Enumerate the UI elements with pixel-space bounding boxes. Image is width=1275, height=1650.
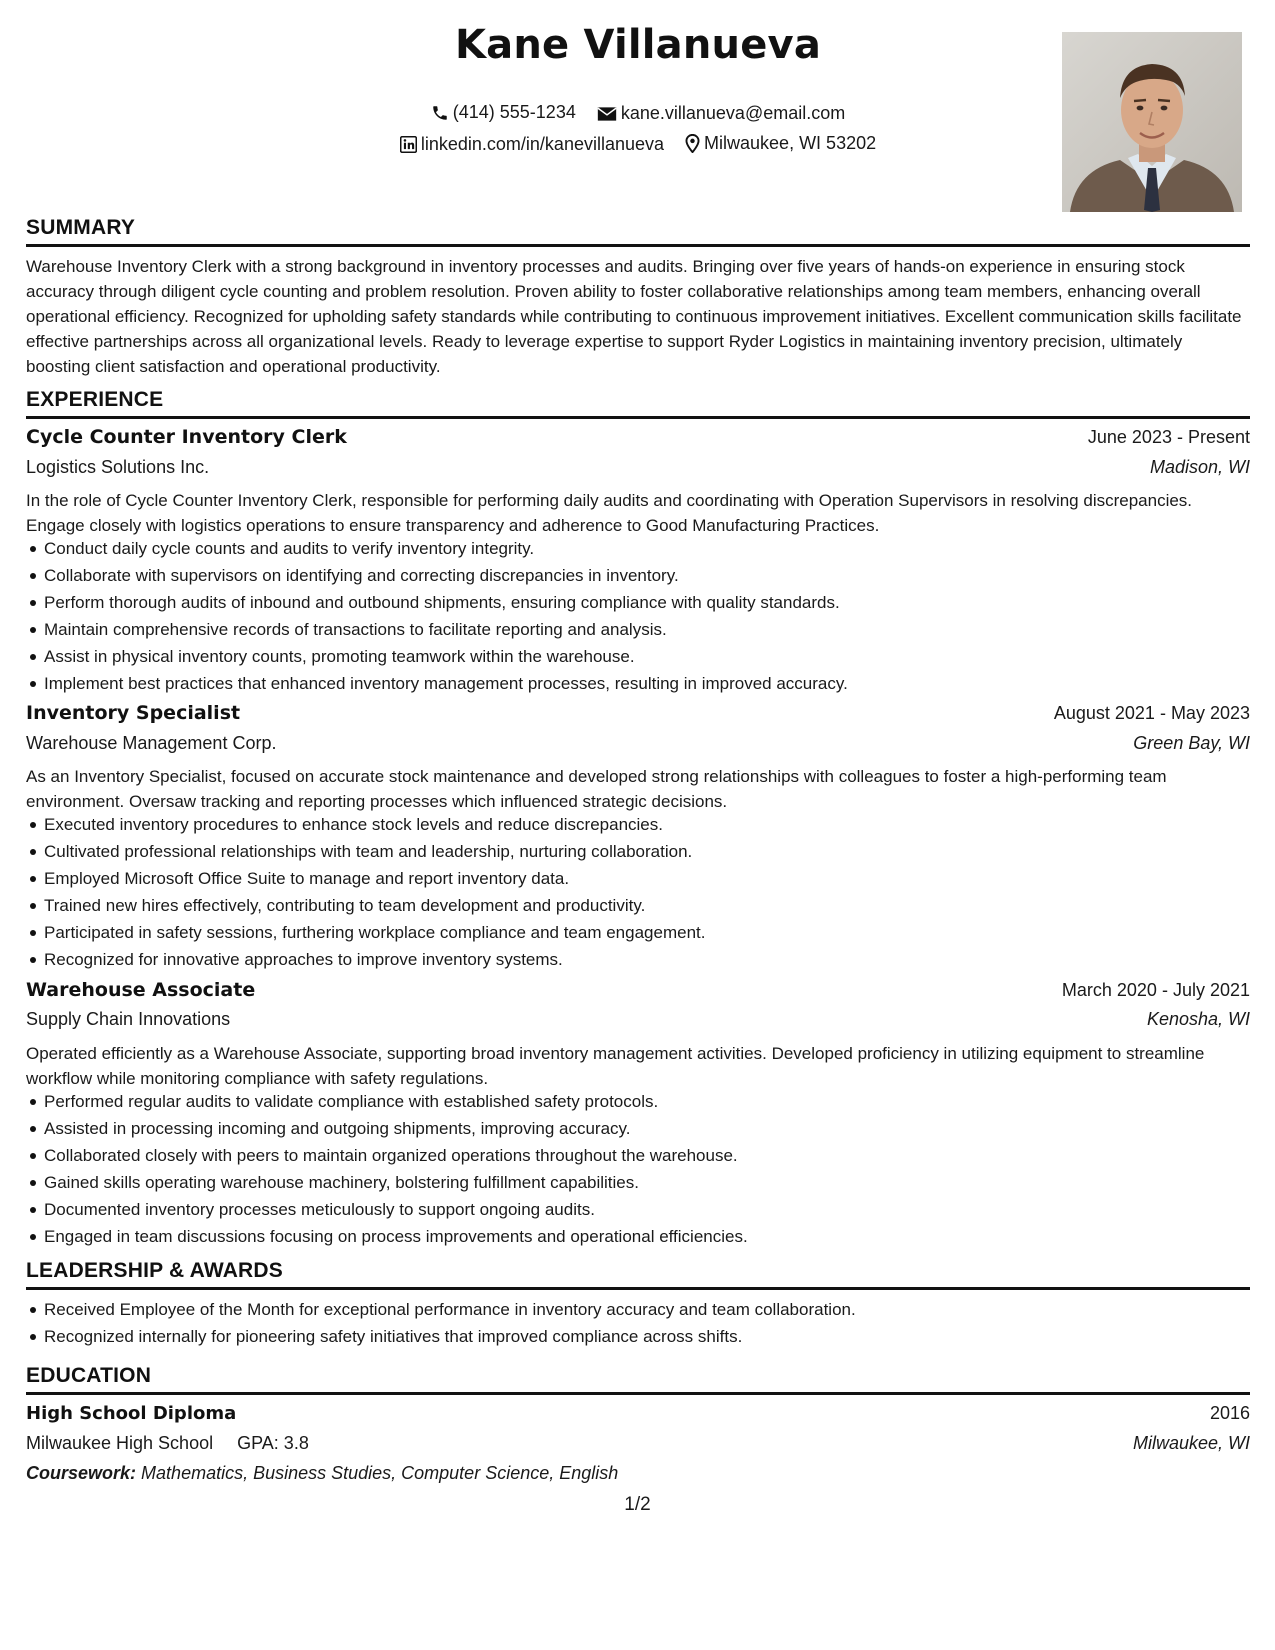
- list-item: Executed inventory procedures to enhance stock levels and reduce discrepancies.: [26, 811, 1250, 838]
- list-item: Performed regular audits to validate compliance with established safety protocols.: [26, 1088, 1250, 1115]
- job-bullets: [26, 811, 1250, 973]
- list-item: Maintain comprehensive records of transactions to facilitate reporting and analysis.: [26, 616, 1250, 643]
- phone-number: (414) 555-1234: [452, 102, 576, 122]
- summary-text: Warehouse Inventory Clerk with a strong background in inventory processes and audits. Bringing over five years of hands-on experience in ensuring stock accuracy through diligent cycle counting and problem resolution. Proven ability to foster collaborative relationships among team members, enhancing overall operational efficiency. Recognized for upholding safety standards while contributing to continuous improvement initiatives. Excellent communication skills facilitate effective partnerships across all organizational levels. Ready to leverage expertise to support Ryder Logistics in maintaining inventory precision, ultimately boosting client satisfaction and operational productivity.: [26, 257, 1242, 376]
- list-item: Received Employee of the Month for exceptional performance in inventory accuracy and team collaboration.: [26, 1296, 1250, 1323]
- job-location: Madison, WI: [1149, 457, 1250, 477]
- list-item: Cultivated professional relationships with team and leadership, nurturing collaboration.: [26, 838, 1250, 865]
- job-location: Green Bay, WI: [1133, 733, 1250, 753]
- experience-heading: EXPERIENCE: [26, 388, 1250, 419]
- resume-header: [26, 22, 1250, 222]
- job-title: Warehouse Associate: [26, 979, 256, 1001]
- awards-bullets: [26, 1296, 1250, 1350]
- coursework-label: Coursework:: [26, 1463, 137, 1483]
- phone-icon: [431, 104, 449, 122]
- list-item: Perform thorough audits of inbound and outbound shipments, ensuring compliance with quality standards.: [26, 589, 1250, 616]
- list-item: Recognized internally for pioneering safety initiatives that improved compliance across shifts.: [26, 1323, 1250, 1350]
- job-location: Kenosha, WI: [1146, 1009, 1250, 1029]
- linkedin-contact: [400, 134, 664, 155]
- list-item: Trained new hires effectively, contributing to team development and productivity.: [26, 892, 1250, 919]
- phone-contact: [431, 102, 576, 123]
- job-description: As an Inventory Specialist, focused on accurate stock maintenance and developed strong relationships with colleagues to foster a high-performing team environment. Oversaw tracking and reporting processes which influenced strategic decisions.: [26, 767, 1167, 811]
- list-item: Collaborated closely with peers to maintain organized operations throughout the warehouse.: [26, 1142, 1250, 1169]
- job-title: Inventory Specialist: [26, 702, 241, 724]
- job-title: Cycle Counter Inventory Clerk: [26, 426, 347, 448]
- list-item: Participated in safety sessions, furthering workplace compliance and team engagement.: [26, 919, 1250, 946]
- summary-heading: SUMMARY: [26, 216, 1250, 247]
- location-contact: [685, 133, 876, 154]
- job-dates: June 2023 - Present: [1087, 427, 1250, 447]
- list-item: Gained skills operating warehouse machinery, bolstering fulfillment capabilities.: [26, 1169, 1250, 1196]
- job-bullets: [26, 1088, 1250, 1250]
- list-item: Collaborate with supervisors on identifying and correcting discrepancies in inventory.: [26, 562, 1250, 589]
- job-dates: August 2021 - May 2023: [1053, 703, 1250, 723]
- awards-heading: LEADERSHIP & AWARDS: [26, 1259, 1250, 1290]
- graduation-year: 2016: [1209, 1403, 1250, 1423]
- list-item: Employed Microsoft Office Suite to manage and report inventory data.: [26, 865, 1250, 892]
- email-address: kane.villanueva@email.com: [620, 103, 846, 123]
- job-bullets: [26, 535, 1250, 697]
- list-item: Conduct daily cycle counts and audits to verify inventory integrity.: [26, 535, 1250, 562]
- degree-title: High School Diploma: [26, 1403, 237, 1424]
- job-dates: March 2020 - July 2021: [1061, 980, 1250, 1000]
- envelope-icon: [597, 106, 617, 122]
- list-item: Engaged in team discussions focusing on process improvements and operational efficiencies.: [26, 1223, 1250, 1250]
- candidate-name: Kane Villanueva: [454, 22, 822, 68]
- company-name: Logistics Solutions Inc.: [26, 457, 210, 477]
- linkedin-url: linkedin.com/in/kanevillanueva: [420, 134, 665, 154]
- company-name: Warehouse Management Corp.: [26, 733, 277, 753]
- school-line: [26, 1433, 309, 1454]
- coursework-line: [26, 1463, 618, 1484]
- education-heading: EDUCATION: [26, 1364, 1250, 1395]
- email-contact: [597, 103, 845, 124]
- job-description: Operated efficiently as a Warehouse Associate, supporting broad inventory management activities. Developed proficiency in utilizing equipment to streamline workflow while monitoring compliance with safety regulations.: [26, 1044, 1205, 1088]
- gpa: GPA: 3.8: [237, 1433, 309, 1453]
- job-description: In the role of Cycle Counter Inventory Clerk, responsible for performing daily audits and coordinating with Operation Supervisors in resolving discrepancies. Engage closely with logistics operations to ensure transparency and adherence to Good Manufacturing Practices.: [26, 491, 1193, 535]
- profile-photo: [1062, 32, 1242, 212]
- list-item: Assist in physical inventory counts, promoting teamwork within the warehouse.: [26, 643, 1250, 670]
- list-item: Documented inventory processes meticulously to support ongoing audits.: [26, 1196, 1250, 1223]
- page-number: 1/2: [624, 1494, 651, 1515]
- list-item: Implement best practices that enhanced inventory management processes, resulting in improved accuracy.: [26, 670, 1250, 697]
- coursework-list: Mathematics, Business Studies, Computer Science, English: [141, 1463, 619, 1483]
- portrait-illustration: [1062, 32, 1242, 212]
- list-item: Assisted in processing incoming and outgoing shipments, improving accuracy.: [26, 1115, 1250, 1142]
- company-name: Supply Chain Innovations: [26, 1009, 231, 1029]
- school-location: Milwaukee, WI: [1132, 1433, 1250, 1453]
- location-text: Milwaukee, WI 53202: [704, 133, 877, 153]
- linkedin-icon: [400, 136, 417, 153]
- list-item: Recognized for innovative approaches to improve inventory systems.: [26, 946, 1250, 973]
- map-pin-icon: [685, 134, 700, 153]
- school-name: Milwaukee High School: [26, 1433, 214, 1453]
